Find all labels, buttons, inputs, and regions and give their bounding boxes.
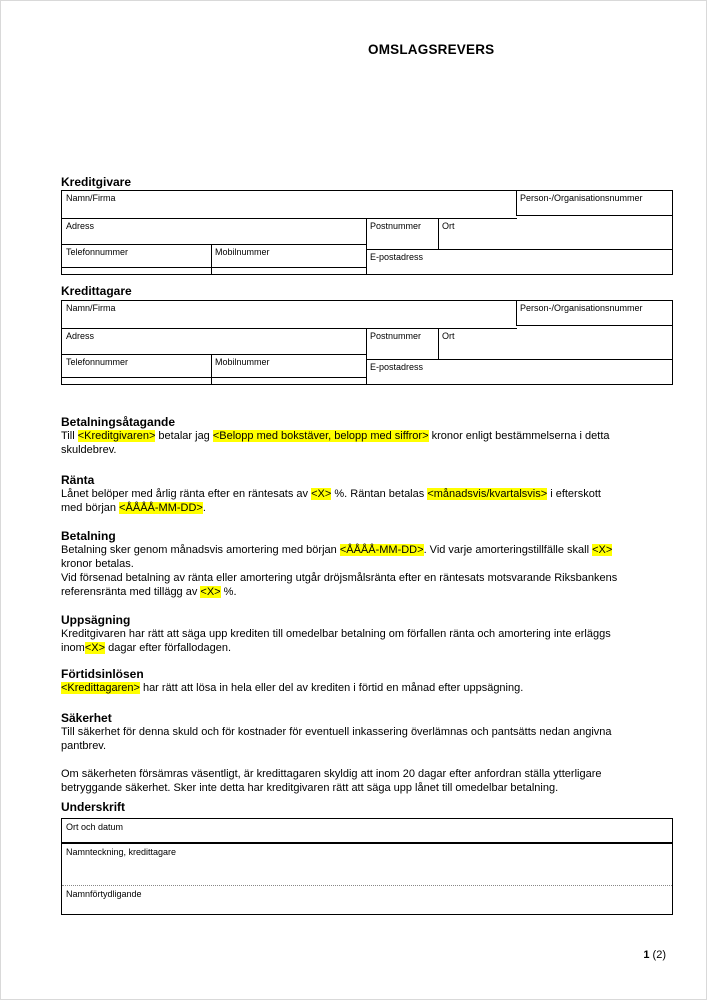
text-segment: referensränta med tillägg av [61, 586, 201, 598]
text-segment: i efterskott [547, 488, 601, 500]
text-segment: kronor enligt bestämmelserna i detta [428, 430, 610, 442]
text-segment: Betalning sker genom månadsvis amortering med början [61, 544, 340, 556]
ort-och-datum-label: Ort och datum [66, 822, 124, 832]
highlighted-placeholder: <ÅÅÅÅ-MM-DD> [119, 502, 203, 514]
mobilnummer-label: Mobilnummer [215, 357, 270, 367]
cell-border [62, 267, 367, 268]
text-segment: dagar efter förfallodagen. [105, 642, 232, 654]
section [61, 530, 673, 599]
cell-border [366, 328, 367, 384]
cell-border [62, 842, 672, 844]
text-line [61, 501, 673, 515]
kreditgivare-adress-field[interactable] [62, 218, 366, 244]
text-segment: Kreditgivaren har rätt att säga upp krediten till omedelbar betalning om förfallen ränta och amortering inte erläggs [61, 628, 611, 640]
text-line [61, 641, 673, 655]
kreditgivare-mobilnummer-field[interactable] [211, 244, 366, 267]
cell-border [516, 215, 672, 216]
page-number [643, 949, 666, 961]
cell-border [62, 328, 517, 329]
highlighted-placeholder: <X> [84, 642, 106, 654]
text-line [61, 443, 673, 457]
mobilnummer-label: Mobilnummer [215, 247, 270, 257]
text-line [61, 557, 673, 571]
underskrift-table [61, 818, 673, 915]
cell-border [211, 354, 212, 384]
text-line [61, 571, 673, 585]
text-line [61, 429, 673, 443]
kredittagare-ort-field[interactable] [438, 328, 672, 359]
kreditgivare-heading: Kreditgivare [61, 175, 132, 189]
kredittagare-postnummer-field[interactable] [366, 328, 438, 359]
text-line [61, 781, 673, 795]
dotted-signature-line [62, 885, 672, 886]
text-line [61, 681, 673, 695]
telefonnummer-label: Telefonnummer [66, 247, 129, 257]
cell-border [516, 191, 517, 215]
text-segment: skuldebrev. [61, 444, 117, 456]
cell-border [438, 328, 439, 359]
namn-firma-label: Namn/Firma [66, 303, 116, 313]
document-body [61, 1, 673, 915]
text-segment: inom [61, 642, 85, 654]
document-title: OMSLAGSREVERS [368, 42, 495, 57]
page-total: (2) [652, 949, 666, 961]
epostadress-label: E-postadress [370, 362, 424, 372]
kredittagare-epostadress-field[interactable] [366, 359, 672, 384]
highlighted-placeholder: <X> [200, 586, 221, 598]
cell-border [62, 377, 367, 378]
highlighted-placeholder: <månadsvis/kvartalsvis> [427, 488, 548, 500]
cell-border [211, 244, 212, 274]
text-line [61, 739, 673, 753]
text-segment: . Vid varje amorteringstillfälle skall [423, 544, 593, 556]
text-line [61, 487, 673, 501]
kredittagare-adress-field[interactable] [62, 328, 366, 354]
text-segment: har rätt att lösa in hela eller del av krediten i förtid en månad efter uppsägning. [139, 682, 524, 694]
cell-border [62, 218, 517, 219]
cell-border [438, 218, 439, 249]
text-segment: Vid försenad betalning av ränta eller amortering utgår dröjsmålsränta efter en räntesats motsvarande Riksbankens [61, 572, 618, 584]
text-line [61, 725, 673, 739]
cell-border [62, 244, 367, 245]
ort-label: Ort [442, 331, 455, 341]
namnfortydligande-field[interactable] [62, 886, 672, 914]
epostadress-label: E-postadress [370, 252, 424, 262]
postnummer-label: Postnummer [370, 331, 422, 341]
section [61, 668, 673, 695]
ort-och-datum-field[interactable] [62, 819, 672, 842]
kreditgivare-postnummer-field[interactable] [366, 218, 438, 249]
text-line [61, 767, 673, 781]
namn-firma-label: Namn/Firma [66, 193, 116, 203]
text-segment: . [202, 502, 206, 514]
cell-border [366, 359, 672, 360]
text-line [61, 627, 673, 641]
telefonnummer-label: Telefonnummer [66, 357, 129, 367]
section [61, 614, 673, 655]
section [61, 416, 673, 457]
underskrift-heading: Underskrift [61, 800, 126, 814]
text-segment: Lånet belöper med årlig ränta efter en räntesats av [61, 488, 312, 500]
kreditgivare-epostadress-field[interactable] [366, 249, 672, 274]
highlighted-placeholder: <Kredittagaren> [61, 682, 140, 694]
text-segment: %. Räntan betalas [331, 488, 428, 500]
section [61, 712, 673, 795]
text-line [61, 753, 673, 767]
kredittagare-mobilnummer-field[interactable] [211, 354, 366, 377]
text-segment: pantbrev. [61, 740, 107, 752]
kredittagare-table [61, 300, 673, 385]
highlighted-placeholder: <X> [311, 488, 332, 500]
section-heading: Säkerhet [61, 711, 112, 725]
text-segment: med början [61, 502, 120, 514]
text-segment: Om säkerheten försämras väsentligt, är kredittagaren skyldig att inom 20 dagar efter anfordran ställa ytterligare [61, 768, 602, 780]
text-segment: betryggande säkerhet. Sker inte detta har kreditgivaren rätt att säga upp lånet till omedelbar betalning. [61, 782, 559, 794]
text-line [61, 543, 673, 557]
text-segment: %. [220, 586, 237, 598]
kredittagare-telefonnummer-field[interactable] [62, 354, 211, 377]
cell-border [62, 354, 367, 355]
namnfortydligande-label: Namnförtydligande [66, 889, 142, 899]
terms-sections [61, 416, 673, 795]
kreditgivare-namn-firma-field[interactable] [62, 191, 517, 218]
cell-border [516, 301, 517, 325]
highlighted-placeholder: <Kreditgivaren> [77, 430, 156, 442]
section-heading: Ränta [61, 473, 95, 487]
adress-label: Adress [66, 221, 95, 231]
cell-border [516, 325, 672, 326]
section-heading: Uppsägning [61, 613, 131, 627]
kreditgivare-person-org-field[interactable] [517, 191, 672, 215]
text-segment: kronor betalas. [61, 558, 134, 570]
kredittagare-namn-firma-field[interactable] [62, 301, 517, 328]
person-org-label: Person-/Organisationsnummer [520, 303, 643, 313]
section-heading: Betalningsåtagande [61, 415, 176, 429]
cell-border [366, 249, 672, 250]
highlighted-placeholder: <X> [592, 544, 613, 556]
section-heading: Betalning [61, 529, 116, 543]
person-org-label: Person-/Organisationsnummer [520, 193, 643, 203]
kreditgivare-table [61, 190, 673, 275]
kreditgivare-telefonnummer-field[interactable] [62, 244, 211, 267]
highlighted-placeholder: <ÅÅÅÅ-MM-DD> [339, 544, 424, 556]
text-segment: betalar jag [155, 430, 213, 442]
kredittagare-heading: Kredittagare [61, 284, 132, 298]
text-segment: Till [61, 430, 78, 442]
page-current: 1 [643, 949, 650, 961]
text-segment: Till säkerhet för denna skuld och för kostnader för eventuell inkassering överlämnas och pantsätts nedan angivna [61, 726, 612, 738]
ort-label: Ort [442, 221, 455, 231]
text-line [61, 585, 673, 599]
postnummer-label: Postnummer [370, 221, 422, 231]
highlighted-placeholder: <Belopp med bokstäver, belopp med siffror> [212, 430, 429, 442]
section [61, 474, 673, 515]
namnteckning-label: Namnteckning, kredittagare [66, 847, 177, 857]
namnteckning-field[interactable] [62, 844, 672, 885]
kreditgivare-ort-field[interactable] [438, 218, 672, 249]
cell-border [366, 218, 367, 274]
adress-label: Adress [66, 331, 95, 341]
kredittagare-person-org-field[interactable] [517, 301, 672, 325]
section-heading: Förtidsinlösen [61, 667, 144, 681]
